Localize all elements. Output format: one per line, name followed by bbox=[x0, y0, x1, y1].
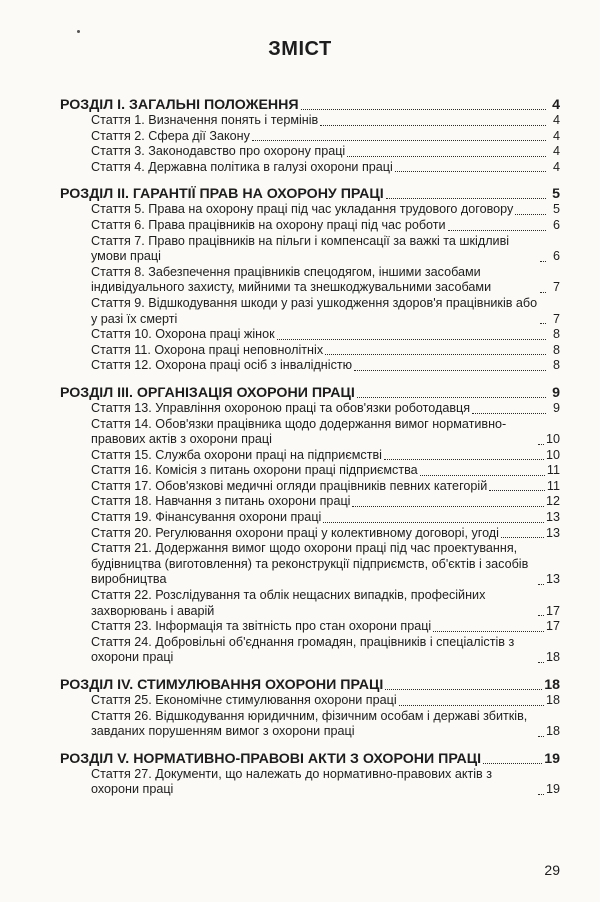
article-page: 18 bbox=[545, 650, 560, 665]
article-title: Стаття 3. Законодавство про охорону праці bbox=[91, 144, 346, 159]
toc-article-entry bbox=[60, 541, 560, 588]
toc-article-entry bbox=[60, 494, 560, 510]
article-title: Стаття 19. Фінансування охорони праці bbox=[91, 510, 322, 525]
dot-leader bbox=[501, 537, 544, 538]
article-page: 4 bbox=[552, 128, 560, 143]
toc-article-entry bbox=[60, 144, 560, 160]
toc-article-entry bbox=[60, 767, 560, 798]
dot-leader bbox=[323, 522, 544, 523]
dot-leader bbox=[325, 354, 546, 355]
dot-leader bbox=[540, 323, 546, 324]
section-page: 18 bbox=[544, 677, 560, 693]
toc-article-entry bbox=[60, 417, 560, 448]
toc-article-entry bbox=[60, 160, 560, 176]
toc-article-entry bbox=[60, 113, 560, 129]
article-page: 6 bbox=[552, 249, 560, 264]
article-page: 19 bbox=[545, 782, 560, 797]
article-page: 11 bbox=[546, 463, 560, 478]
article-title: Стаття 18. Навчання з питань охорони праці bbox=[91, 494, 351, 509]
section-page: 19 bbox=[544, 750, 560, 767]
dot-leader bbox=[395, 171, 546, 172]
page-number: 29 bbox=[544, 862, 560, 878]
article-title: Стаття 5. Права на охорону праці під час укладання трудового договору bbox=[91, 202, 514, 217]
article-page: 6 bbox=[552, 217, 560, 232]
dot-leader bbox=[472, 413, 546, 414]
article-title: Стаття 12. Охорона праці осіб з інвалідністю bbox=[91, 358, 353, 373]
dot-leader bbox=[538, 615, 544, 616]
article-page: 7 bbox=[552, 311, 560, 326]
dot-leader bbox=[489, 490, 545, 491]
toc-article-entry bbox=[60, 693, 560, 709]
toc-section-entry bbox=[60, 181, 560, 202]
toc-article-entry bbox=[60, 343, 560, 359]
article-page: 8 bbox=[552, 358, 560, 373]
article-page: 17 bbox=[545, 603, 560, 618]
article-title: Стаття 7. Право працівників на пільги і компенсації за важкі та шкідливі умови праці bbox=[91, 233, 510, 264]
dot-leader bbox=[515, 214, 546, 215]
toc-article-entry bbox=[60, 463, 560, 479]
article-title: Стаття 9. Відшкодування шкоди у разі ушкодження здоров'я працівників або у разі їх смерті bbox=[91, 295, 538, 326]
article-title: Стаття 13. Управління охороною праці та обов'язки роботодавця bbox=[91, 400, 471, 415]
article-title: Стаття 24. Добровільні об'єднання громадян, працівників і спеціалістів з охорони праці bbox=[91, 634, 515, 665]
article-title: Стаття 22. Розслідування та облік нещасних випадків, професійних захворювань і аварій bbox=[91, 588, 486, 618]
dot-leader bbox=[301, 109, 546, 110]
article-title: Стаття 2. Сфера дії Закону bbox=[91, 128, 250, 143]
article-title: Стаття 20. Регулювання охорони праці у колективному договорі, угоді bbox=[91, 525, 499, 540]
article-title: Стаття 17. Обов'язкові медичні огляди працівників певних категорій bbox=[91, 478, 488, 493]
toc-article-entry bbox=[60, 448, 560, 464]
section-title: РОЗДІЛ ІІ. ГАРАНТІЇ ПРАВ НА ОХОРОНУ ПРАЦІ bbox=[60, 186, 384, 203]
dot-leader bbox=[433, 631, 544, 632]
article-page: 5 bbox=[552, 202, 560, 217]
dot-leader bbox=[538, 662, 544, 663]
toc-section-entry bbox=[60, 380, 560, 401]
dot-leader bbox=[483, 763, 542, 764]
toc-article-entry bbox=[60, 218, 560, 234]
article-page: 4 bbox=[552, 113, 560, 127]
toc-article-entry bbox=[60, 202, 560, 218]
article-title: Стаття 23. Інформація та звітність про стан охорони праці bbox=[91, 619, 432, 634]
dot-leader bbox=[347, 156, 546, 157]
article-title: Стаття 25. Економічне стимулювання охорони праці bbox=[91, 693, 397, 707]
article-title: Стаття 1. Визначення понять і термінів bbox=[91, 113, 319, 127]
article-title: Стаття 16. Комісія з питань охорони праці підприємства bbox=[91, 463, 418, 478]
toc-article-entry bbox=[60, 479, 560, 495]
toc-article-entry bbox=[60, 129, 560, 145]
article-page: 7 bbox=[552, 280, 560, 295]
toc-article-entry bbox=[60, 588, 560, 619]
toc-article-entry bbox=[60, 358, 560, 374]
article-page: 18 bbox=[545, 724, 560, 739]
toc-article-entry bbox=[60, 510, 560, 526]
toc-section-entry bbox=[60, 92, 560, 113]
dot-leader bbox=[320, 125, 546, 126]
article-title: Стаття 26. Відшкодування юридичним, фізичним особам і державі збитків, завданих порушенням вимог з охорони праці bbox=[91, 708, 528, 739]
dot-leader bbox=[538, 444, 544, 445]
section-title: РОЗДІЛ І. ЗАГАЛЬНІ ПОЛОЖЕННЯ bbox=[60, 97, 299, 113]
dot-leader bbox=[352, 506, 544, 507]
article-page: 9 bbox=[552, 400, 560, 415]
article-page: 11 bbox=[546, 478, 560, 493]
article-page: 12 bbox=[545, 494, 560, 509]
dot-leader bbox=[538, 794, 544, 795]
dot-leader bbox=[538, 736, 544, 737]
dot-leader bbox=[420, 475, 545, 476]
toc-article-entry bbox=[60, 619, 560, 635]
article-page: 13 bbox=[545, 525, 560, 540]
section-page: 9 bbox=[552, 384, 560, 401]
article-title: Стаття 4. Державна політика в галузі охорони праці bbox=[91, 159, 393, 174]
article-title: Стаття 10. Охорона праці жінок bbox=[91, 327, 275, 342]
article-page: 10 bbox=[545, 447, 560, 462]
toc-section-entry bbox=[60, 746, 560, 767]
article-page: 13 bbox=[545, 572, 560, 587]
toc-section-entry bbox=[60, 672, 560, 693]
dot-leader bbox=[386, 198, 546, 199]
section-page: 5 bbox=[552, 186, 560, 203]
article-title: Стаття 21. Додержання вимог щодо охорони праці під час проектування, будівництва (виготовлення) та реконструкції підприємств, об'єктів і засобів виробництва bbox=[91, 541, 529, 587]
article-title: Стаття 8. Забезпечення працівників спецодягом, іншими засобами індивідуального захисту, мийними та знешкоджувальними засобами bbox=[91, 264, 492, 295]
dot-leader bbox=[252, 140, 546, 141]
ink-speck bbox=[77, 30, 80, 33]
section-title: РОЗДІЛ IV. СТИМУЛЮВАННЯ ОХОРОНИ ПРАЦІ bbox=[60, 677, 384, 693]
article-page: 13 bbox=[545, 510, 560, 525]
article-page: 17 bbox=[545, 619, 560, 634]
article-page: 18 bbox=[545, 693, 560, 707]
dot-leader bbox=[385, 689, 542, 690]
dot-leader bbox=[354, 370, 546, 371]
toc-article-entry bbox=[60, 401, 560, 417]
toc-article-entry bbox=[60, 296, 560, 327]
toc-article-entry bbox=[60, 526, 560, 542]
article-page: 4 bbox=[552, 144, 560, 159]
page-title: ЗМІСТ bbox=[268, 38, 332, 60]
dot-leader bbox=[448, 230, 546, 231]
article-page: 10 bbox=[545, 432, 560, 447]
toc-article-entry bbox=[60, 265, 560, 296]
article-page: 4 bbox=[552, 159, 560, 174]
article-title: Стаття 27. Документи, що належать до нормативно-правових актів з охорони праці bbox=[91, 766, 493, 797]
article-title: Стаття 6. Права працівників на охорону праці під час роботи bbox=[91, 217, 446, 232]
section-page: 4 bbox=[552, 97, 560, 113]
toc-article-entry bbox=[60, 635, 560, 666]
section-title: РОЗДІЛ ІІІ. ОРГАНІЗАЦІЯ ОХОРОНИ ПРАЦІ bbox=[60, 384, 355, 401]
article-page: 8 bbox=[552, 342, 560, 357]
toc-article-entry bbox=[60, 709, 560, 740]
dot-leader bbox=[399, 705, 544, 706]
article-title: Стаття 14. Обов'язки працівника щодо додержання вимог нормативно-правових актів з охорони праці bbox=[91, 416, 507, 447]
toc-article-entry bbox=[60, 234, 560, 265]
dot-leader bbox=[538, 584, 544, 585]
table-of-contents bbox=[60, 92, 560, 798]
toc-article-entry bbox=[60, 327, 560, 343]
dot-leader bbox=[540, 261, 546, 262]
dot-leader bbox=[384, 459, 544, 460]
dot-leader bbox=[277, 339, 546, 340]
dot-leader bbox=[357, 397, 546, 398]
dot-leader bbox=[540, 292, 546, 293]
article-page: 8 bbox=[552, 327, 560, 342]
article-title: Стаття 15. Служба охорони праці на підприємстві bbox=[91, 447, 382, 462]
section-title: РОЗДІЛ V. НОРМАТИВНО-ПРАВОВІ АКТИ З ОХОРОНИ ПРАЦІ bbox=[60, 750, 482, 767]
article-title: Стаття 11. Охорона праці неповнолітніх bbox=[91, 342, 324, 357]
